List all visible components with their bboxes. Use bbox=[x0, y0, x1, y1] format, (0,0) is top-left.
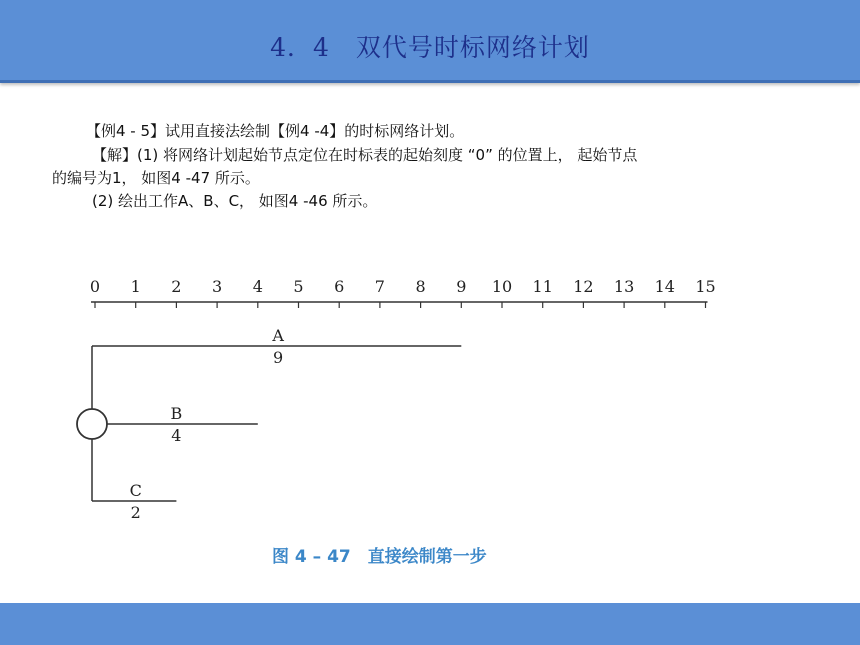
time-tick-label: 9 bbox=[456, 277, 467, 296]
figure-caption: 图 4 – 47 直接绘制第一步 bbox=[272, 547, 487, 567]
activity-duration-b: 4 bbox=[171, 426, 182, 445]
time-tick-label: 0 bbox=[89, 277, 101, 296]
time-tick-label: 2 bbox=[171, 277, 182, 296]
text-line-4: (2) 绘出工作A、B、C， 如图4 -46 所示。 bbox=[92, 192, 378, 210]
activity-name-b: B bbox=[170, 404, 183, 423]
activity-name-a: A bbox=[272, 326, 284, 345]
time-tick-label: 6 bbox=[334, 277, 345, 296]
activity-duration-a: 9 bbox=[273, 348, 284, 367]
time-tick-label: 15 bbox=[695, 277, 716, 296]
time-tick-label: 5 bbox=[293, 277, 304, 296]
network bbox=[77, 326, 461, 522]
slide-title: 4．4 双代号时标网络计划 bbox=[270, 33, 590, 62]
text-line-1: 【例4 - 5】试用直接法绘制【例4 -4】的时标网络计划。 bbox=[86, 122, 465, 140]
time-scale bbox=[90, 277, 716, 308]
time-tick-label: 8 bbox=[415, 277, 426, 296]
time-tick-label: 12 bbox=[573, 277, 594, 296]
activity-duration-c: 2 bbox=[130, 503, 141, 522]
activity-name-c: C bbox=[129, 481, 142, 500]
start-node-circle bbox=[77, 409, 107, 439]
time-tick-label: 7 bbox=[374, 277, 385, 296]
text-line-2: 【解】(1) 将网络计划起始节点定位在时标表的起始刻度 “0” 的位置上， 起始节点 bbox=[92, 146, 638, 164]
time-tick-label: 10 bbox=[491, 277, 513, 296]
time-tick-label: 3 bbox=[212, 277, 223, 296]
footer-bar bbox=[0, 603, 860, 645]
time-tick-label: 1 bbox=[130, 277, 141, 296]
time-tick-label: 14 bbox=[654, 277, 675, 296]
text-line-3: 的编号为1， 如图4 -47 所示。 bbox=[52, 169, 260, 187]
time-tick-label: 4 bbox=[252, 277, 263, 296]
time-tick-label: 11 bbox=[532, 277, 553, 296]
time-tick-label: 13 bbox=[613, 277, 635, 296]
